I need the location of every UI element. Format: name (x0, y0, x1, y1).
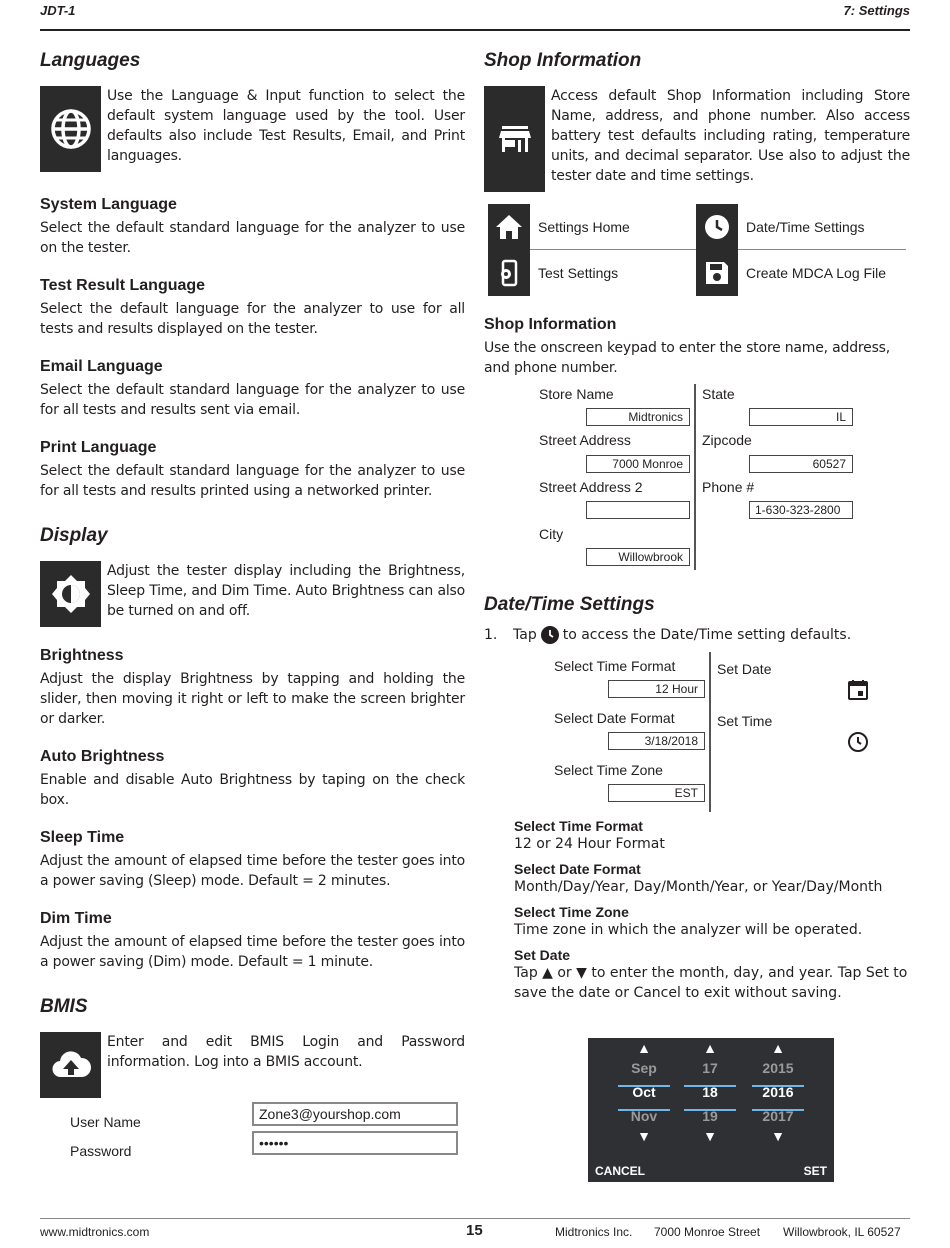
footer-company: Midtronics Inc. (555, 1225, 633, 1239)
clock-icon[interactable] (846, 730, 870, 754)
month-selected[interactable]: Oct (632, 1084, 656, 1100)
time-zone-label: Select Time Zone (554, 762, 663, 778)
year-column (748, 1040, 808, 1144)
nav-create-mdca-log[interactable] (696, 250, 904, 296)
state-label: State (702, 386, 735, 402)
auto-brightness-heading: Auto Brightness (40, 748, 165, 765)
phone-settings-icon (488, 250, 530, 296)
sleep-time-block (40, 829, 465, 891)
street-address-2-field[interactable] (586, 501, 690, 519)
day-selection-line-bottom (684, 1109, 736, 1111)
password-label: Password (70, 1143, 132, 1159)
bmis-login-form (40, 1102, 465, 1162)
day-down-arrow[interactable]: ▼ (703, 1128, 717, 1144)
year-next: 2017 (762, 1108, 794, 1124)
brightness-heading: Brightness (40, 647, 124, 664)
system-language-heading: System Language (40, 196, 177, 213)
shop-intro-row (484, 86, 910, 192)
clock-icon (696, 204, 738, 250)
def-time-format-heading: Select Time Format (514, 818, 643, 834)
store-name-label: Store Name (539, 386, 614, 402)
year-selected[interactable]: 2016 (762, 1084, 794, 1100)
form-divider (694, 384, 696, 570)
nav-create-mdca-label: Create MDCA Log File (746, 265, 887, 281)
nav-date-time-label: Date/Time Settings (746, 219, 865, 235)
bmis-intro-row (40, 1032, 465, 1098)
def-date-format-heading: Select Date Format (514, 861, 641, 877)
settings-nav-grid (488, 204, 906, 296)
def-time-format-text: 12 or 24 Hour Format (514, 836, 665, 852)
year-prev: 2015 (762, 1060, 794, 1076)
state-field[interactable]: IL (749, 408, 853, 426)
display-intro: Adjust the tester display including the Brightness, Sleep Time, and Dim Time. Auto Brightness can also be turned on and off. (107, 563, 465, 619)
year-up-arrow[interactable]: ▲ (771, 1040, 785, 1056)
clock-icon (541, 626, 559, 644)
right-column (484, 50, 910, 1003)
datetime-title: Date/Time Settings (484, 594, 655, 615)
step-pre: Tap (513, 627, 537, 643)
footer-street: 7000 Monroe Street (654, 1225, 761, 1239)
street-address-label: Street Address (539, 432, 631, 448)
def-set-date-text: Tap ▲ or ▼ to enter the month, day, and year. Tap Set to save the date or Cancel to exit without saving. (514, 965, 908, 1001)
def-time-zone-heading: Select Time Zone (514, 904, 629, 920)
system-language-block (40, 196, 465, 258)
nav-test-settings[interactable] (488, 250, 696, 296)
cancel-button[interactable]: CANCEL (595, 1164, 645, 1178)
step-number: 1. (484, 627, 498, 643)
calendar-icon[interactable] (846, 678, 870, 702)
bmis-title: BMIS (40, 996, 88, 1017)
footer-divider (40, 1218, 910, 1219)
day-prev: 17 (702, 1060, 718, 1076)
globe-icon (40, 86, 101, 172)
step-post: to access the Date/Time setting defaults. (562, 627, 852, 643)
def-time-zone-text: Time zone in which the analyzer will be operated. (514, 922, 863, 938)
dim-time-block (40, 910, 465, 972)
test-result-language-block (40, 277, 465, 339)
nav-settings-home-label: Settings Home (538, 219, 630, 235)
set-date-label: Set Date (717, 661, 772, 677)
email-language-heading: Email Language (40, 358, 163, 375)
languages-intro-row (40, 86, 465, 172)
page-number: 15 (466, 1222, 483, 1239)
nav-date-time-settings[interactable] (696, 204, 904, 250)
home-icon (488, 204, 530, 250)
day-column (680, 1040, 740, 1144)
shop-intro: Access default Shop Information including Store Name, address, and phone number. Also access battery test defaults including rating, temperature units, and decimal separator. Use also to adjust the tester date and time settings. (551, 88, 910, 184)
datetime-form (554, 658, 910, 816)
city-label: City (539, 526, 564, 542)
email-language-block (40, 358, 465, 420)
doc-id: JDT-1 (40, 3, 76, 18)
brightness-text: Adjust the display Brightness by tapping and holding the slider, then moving it right or left to make the screen brighter or darker. (40, 671, 465, 727)
month-selection-line-top (618, 1085, 670, 1087)
year-selection-line-bottom (752, 1109, 804, 1111)
user-name-input[interactable]: Zone3@yourshop.com (252, 1102, 458, 1126)
test-result-language-text: Select the default language for the analyzer to use for all tests and results displayed on the tester. (40, 301, 465, 337)
languages-title: Languages (40, 50, 141, 71)
day-selection-line-top (684, 1085, 736, 1087)
datetime-divider (709, 652, 711, 812)
day-next: 19 (702, 1108, 718, 1124)
brightness-block (40, 647, 465, 729)
chapter-title: 7: Settings (843, 3, 910, 18)
left-column (40, 50, 465, 1162)
system-language-text: Select the default standard language for the analyzer to use on the tester. (40, 220, 465, 256)
year-selection-line-top (752, 1085, 804, 1087)
password-input[interactable]: •••••• (252, 1131, 458, 1155)
city-field[interactable]: Willowbrook (586, 548, 690, 566)
shop-info-subtext: Use the onscreen keypad to enter the store name, address, and phone number. (484, 340, 891, 376)
day-up-arrow[interactable]: ▲ (703, 1040, 717, 1056)
dim-time-text: Adjust the amount of elapsed time before the tester goes into a power saving (Dim) mode. Default = 1 minute. (40, 934, 465, 970)
dim-time-heading: Dim Time (40, 910, 112, 927)
month-prev: Sep (631, 1060, 657, 1076)
print-language-heading: Print Language (40, 439, 157, 456)
shop-info-title: Shop Information (484, 50, 642, 71)
store-icon (484, 86, 545, 192)
sleep-time-text: Adjust the amount of elapsed time before the tester goes into a power saving (Sleep) mode. Default = 2 minutes. (40, 853, 465, 889)
save-icon (696, 250, 738, 296)
user-name-label: User Name (70, 1114, 141, 1130)
month-selection-line-bottom (618, 1109, 670, 1111)
email-language-text: Select the default standard language for the analyzer to use for all tests and results sent via email. (40, 382, 465, 418)
nav-test-settings-label: Test Settings (538, 265, 619, 281)
time-zone-field[interactable]: EST (608, 784, 705, 802)
auto-brightness-text: Enable and disable Auto Brightness by taping on the check box. (40, 772, 465, 808)
sleep-time-heading: Sleep Time (40, 829, 125, 846)
print-language-text: Select the default standard language for the analyzer to use for all tests and results printed using a networked printer. (40, 463, 465, 499)
date-format-field[interactable]: 3/18/2018 (608, 732, 705, 750)
date-format-label: Select Date Format (554, 710, 675, 726)
zipcode-field[interactable]: 60527 (749, 455, 853, 473)
store-name-field[interactable]: Midtronics (586, 408, 690, 426)
print-language-block (40, 439, 465, 501)
month-up-arrow[interactable]: ▲ (637, 1040, 651, 1056)
date-picker (588, 1038, 834, 1182)
test-result-language-heading: Test Result Language (40, 277, 206, 294)
shop-info-form (539, 386, 910, 572)
phone-field[interactable]: 1-630-323-2800 (749, 501, 853, 519)
datetime-step-1 (484, 626, 910, 644)
time-format-label: Select Time Format (554, 658, 676, 674)
cloud-upload-icon (40, 1032, 101, 1098)
header-divider (40, 29, 910, 31)
year-down-arrow[interactable]: ▼ (771, 1128, 785, 1144)
auto-brightness-block (40, 748, 465, 810)
display-title: Display (40, 525, 108, 546)
footer-website: www.midtronics.com (40, 1225, 150, 1239)
day-selected[interactable]: 18 (702, 1084, 718, 1100)
shop-info-subheading: Shop Information (484, 316, 617, 333)
phone-label: Phone # (702, 479, 755, 495)
brightness-icon (40, 561, 101, 627)
datetime-definitions (514, 818, 910, 1003)
street-address-field[interactable]: 7000 Monroe (586, 455, 690, 473)
month-down-arrow[interactable]: ▼ (637, 1128, 651, 1144)
def-set-date-heading: Set Date (514, 947, 571, 963)
languages-intro: Use the Language & Input function to select the default system language used by the tool. User defaults also include Test Results, Email, and Print languages. (107, 88, 465, 164)
month-column (614, 1040, 674, 1144)
bmis-intro: Enter and edit BMIS Login and Password information. Log into a BMIS account. (107, 1034, 465, 1070)
nav-settings-home[interactable] (488, 204, 696, 250)
footer-city: Willowbrook, IL 60527 (783, 1225, 901, 1239)
street-address-2-label: Street Address 2 (539, 479, 643, 495)
def-date-format-text: Month/Day/Year, Day/Month/Year, or Year/Day/Month (514, 879, 883, 895)
time-format-field[interactable]: 12 Hour (608, 680, 705, 698)
month-next: Nov (630, 1108, 658, 1124)
set-time-label: Set Time (717, 713, 773, 729)
zipcode-label: Zipcode (702, 432, 752, 448)
display-intro-row (40, 561, 465, 627)
set-button[interactable]: SET (803, 1164, 827, 1178)
